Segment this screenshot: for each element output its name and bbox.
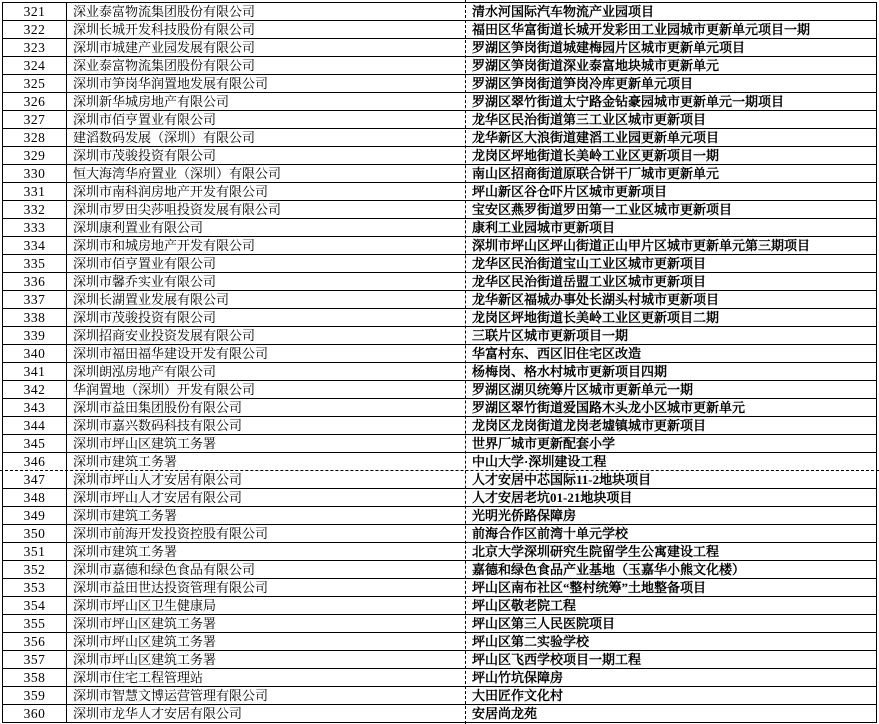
project-name-cell[interactable]: 嘉德和绿色食品产业基地（玉嘉华小熊文化楼）: [472, 562, 746, 577]
table-row: [3, 579, 876, 597]
row-number-cell[interactable]: 334: [3, 237, 67, 254]
table-rows: [3, 3, 876, 723]
project-name-cell[interactable]: 华富村东、西区旧住宅区改造: [472, 346, 642, 361]
row-number-cell[interactable]: 345: [3, 435, 67, 452]
row-number-cell[interactable]: 358: [3, 669, 67, 686]
company-name-cell[interactable]: 深业泰富物流集团股份有限公司: [73, 58, 256, 73]
company-name-cell[interactable]: 深圳市坪山区建筑工务署: [73, 634, 217, 649]
project-name-cell[interactable]: 龙华区民治街道宝山工业区城市更新项目: [472, 256, 707, 271]
table-row: [3, 201, 876, 219]
company-name-cell[interactable]: 深圳市笋岗华润置地发展有限公司: [73, 76, 269, 91]
row-number-cell[interactable]: 329: [3, 147, 67, 164]
table-row: [3, 705, 876, 723]
row-number-cell[interactable]: 359: [3, 687, 67, 704]
project-name-cell[interactable]: 龙岗区龙岗街道龙岗老墟镇城市更新项目: [472, 418, 707, 433]
company-name-cell[interactable]: 深圳市坪山区建筑工务署: [73, 436, 217, 451]
company-name-cell[interactable]: 深圳长湖置业发展有限公司: [73, 292, 230, 307]
company-name-cell[interactable]: 华润置地（深圳）开发有限公司: [73, 382, 256, 397]
table-row: [3, 75, 876, 93]
row-number-cell[interactable]: 328: [3, 129, 67, 146]
company-name-cell[interactable]: 深圳招商安业投资发展有限公司: [73, 328, 256, 343]
row-number-cell[interactable]: 338: [3, 309, 67, 326]
company-name-cell[interactable]: 深圳市福田福华建设开发有限公司: [73, 346, 269, 361]
project-name-cell[interactable]: 北京大学深圳研究生院留学生公寓建设工程: [472, 544, 720, 559]
company-name-cell[interactable]: 深圳市佰亨置业有限公司: [73, 112, 217, 127]
table-row: [3, 489, 876, 507]
row-number-cell[interactable]: 349: [3, 507, 67, 524]
table-row: [3, 183, 876, 201]
row-number-cell[interactable]: 348: [3, 489, 67, 506]
table-row: [3, 3, 876, 21]
company-name-cell[interactable]: 深圳市嘉德和绿色食品有限公司: [73, 562, 256, 577]
project-name-cell[interactable]: 坪山区敬老院工程: [472, 598, 577, 613]
table-row: [3, 417, 876, 435]
company-name-cell[interactable]: 深圳市益田世达投资管理有限公司: [73, 580, 269, 595]
company-name-cell[interactable]: 深圳市罗田尖莎咀投资发展有限公司: [73, 202, 282, 217]
row-number-cell[interactable]: 346: [3, 453, 67, 470]
project-name-cell[interactable]: 坪山区第三人民医院项目: [472, 616, 616, 631]
row-number-cell[interactable]: 330: [3, 165, 67, 182]
row-number-cell[interactable]: 331: [3, 183, 67, 200]
company-name-cell[interactable]: 深圳市智慧文博运营管理有限公司: [73, 688, 269, 703]
row-number-cell[interactable]: 327: [3, 111, 67, 128]
project-name-cell[interactable]: 人才安居中芯国际11-2地块项目: [472, 472, 652, 487]
table-row: [3, 543, 876, 561]
row-number-cell[interactable]: 356: [3, 633, 67, 650]
table-row: [3, 615, 876, 633]
row-number-cell[interactable]: 351: [3, 543, 67, 560]
project-name-cell[interactable]: 三联片区城市更新项目一期: [472, 328, 629, 343]
table-row: [3, 21, 876, 39]
table-row: [3, 633, 876, 651]
table-row: [3, 435, 876, 453]
row-number-cell[interactable]: 322: [3, 21, 67, 38]
project-name-cell[interactable]: 杨梅岗、格水村城市更新项目四期: [472, 364, 668, 379]
row-number-cell[interactable]: 325: [3, 75, 67, 92]
company-name-cell[interactable]: 深圳市前海开发投资控股有限公司: [73, 526, 269, 541]
company-name-cell[interactable]: 深圳市坪山人才安居有限公司: [73, 472, 243, 487]
project-name-cell[interactable]: 清水河国际汽车物流产业园项目: [472, 4, 655, 19]
project-name-cell[interactable]: 罗湖区笋岗街道笋岗冷库更新单元项目: [472, 76, 694, 91]
row-number-cell[interactable]: 355: [3, 615, 67, 632]
row-number-cell[interactable]: 337: [3, 291, 67, 308]
table-row: [3, 399, 876, 417]
project-name-cell[interactable]: 深圳市坪山区坪山街道正山甲片区城市更新单元第三期项目: [472, 238, 811, 253]
company-name-cell[interactable]: 深圳市建筑工务署: [73, 544, 178, 559]
table-row: [3, 93, 876, 111]
company-name-cell[interactable]: 深圳市龙华人才安居有限公司: [73, 706, 243, 721]
project-name-cell[interactable]: 福田区华富街道长城开发彩田工业园城市更新单元项目一期: [472, 22, 811, 37]
company-name-cell[interactable]: 深圳市和城房地产开发有限公司: [73, 238, 256, 253]
project-name-cell[interactable]: 前海合作区前湾十单元学校: [472, 526, 629, 541]
project-name-cell[interactable]: 康利工业园城市更新项目: [472, 220, 616, 235]
project-name-cell[interactable]: 光明光侨路保障房: [472, 508, 577, 523]
company-name-cell[interactable]: 深圳市茂骏投资有限公司: [73, 148, 217, 163]
company-name-cell[interactable]: 深圳市茂骏投资有限公司: [73, 310, 217, 325]
row-number-cell[interactable]: 326: [3, 93, 67, 110]
company-name-cell[interactable]: 深圳市坪山区卫生健康局: [73, 598, 217, 613]
table-row: [3, 39, 876, 57]
project-name-cell[interactable]: 龙华区民治街道岳盟工业区城市更新项目: [472, 274, 707, 289]
project-name-cell[interactable]: 大田匠作文化村: [472, 688, 564, 703]
project-name-cell[interactable]: 龙岗区坪地街道长美岭工业区更新项目一期: [472, 148, 720, 163]
table-row: [3, 453, 876, 471]
row-number-cell[interactable]: 347: [3, 471, 67, 488]
table-row: [3, 111, 876, 129]
company-name-cell[interactable]: 深圳新华城房地产有限公司: [73, 94, 230, 109]
company-name-cell[interactable]: 深圳市建筑工务署: [73, 508, 178, 523]
table-row: [3, 273, 876, 291]
project-name-cell[interactable]: 坪山区第二实验学校: [472, 634, 590, 649]
projects-table: [2, 2, 877, 723]
vertical-page-break-line: [465, 0, 466, 724]
table-row: [3, 651, 876, 669]
company-name-cell[interactable]: 深圳市坪山区建筑工务署: [73, 652, 217, 667]
project-name-cell[interactable]: 罗湖区湖贝统筹片区城市更新单元一期: [472, 382, 694, 397]
project-name-cell[interactable]: 龙华新区大浪街道建滔工业园更新单元项目: [472, 130, 720, 145]
table-row: [3, 147, 876, 165]
table-row: [3, 165, 876, 183]
project-name-cell[interactable]: 坪山区飞西学校项目一期工程: [472, 652, 642, 667]
table-row: [3, 525, 876, 543]
row-number-cell[interactable]: 343: [3, 399, 67, 416]
table-row: [3, 255, 876, 273]
project-name-cell[interactable]: 龙岗区坪地街道长美岭工业区更新项目二期: [472, 310, 720, 325]
company-name-cell[interactable]: 深圳市住宅工程管理站: [73, 670, 204, 685]
project-name-cell[interactable]: 罗湖区笋岗街道城建梅园片区城市更新单元项目: [472, 40, 746, 55]
row-number-cell[interactable]: 342: [3, 381, 67, 398]
row-number-cell[interactable]: 336: [3, 273, 67, 290]
company-name-cell[interactable]: 建滔数码发展（深圳）有限公司: [73, 130, 256, 145]
table-row: [3, 597, 876, 615]
row-number-cell[interactable]: 354: [3, 597, 67, 614]
company-name-cell[interactable]: 深圳市建筑工务署: [73, 454, 178, 469]
table-row: [3, 219, 876, 237]
row-number-cell[interactable]: 353: [3, 579, 67, 596]
table-row: [3, 669, 876, 687]
company-name-cell[interactable]: 深圳市南科润房地产开发有限公司: [73, 184, 269, 199]
project-name-cell[interactable]: 龙华新区福城办事处长湖头村城市更新项目: [472, 292, 720, 307]
table-row: [3, 237, 876, 255]
table-row: [3, 129, 876, 147]
company-name-cell[interactable]: 深圳市坪山人才安居有限公司: [73, 490, 243, 505]
row-number-cell[interactable]: 350: [3, 525, 67, 542]
table-row: [3, 57, 876, 75]
table-row: [3, 309, 876, 327]
row-number-cell[interactable]: 321: [3, 3, 67, 20]
table-row: [3, 507, 876, 525]
company-name-cell[interactable]: 深圳市嘉兴数码科技有限公司: [73, 418, 243, 433]
row-number-cell[interactable]: 332: [3, 201, 67, 218]
table-row: [3, 687, 876, 705]
company-name-cell[interactable]: 深圳市益田集团股份有限公司: [73, 400, 243, 415]
row-number-cell[interactable]: 333: [3, 219, 67, 236]
company-name-cell[interactable]: 深圳市城建产业园发展有限公司: [73, 40, 256, 55]
project-name-cell[interactable]: 宝安区燕罗街道罗田第一工业区城市更新项目: [472, 202, 733, 217]
project-name-cell[interactable]: 南山区招商街道原联合饼干厂城市更新单元: [472, 166, 720, 181]
company-name-cell[interactable]: 深圳市佰亨置业有限公司: [73, 256, 217, 271]
row-number-cell[interactable]: 324: [3, 57, 67, 74]
project-name-cell[interactable]: 罗湖区翠竹街道太宁路金钻豪园城市更新单元一期项目: [472, 94, 785, 109]
project-name-cell[interactable]: 坪山区南布社区“整村统筹”土地整备项目: [472, 580, 707, 595]
horizontal-page-break-line: [0, 470, 879, 471]
table-row: [3, 381, 876, 399]
table-row: [3, 345, 876, 363]
row-number-cell[interactable]: 344: [3, 417, 67, 434]
company-name-cell[interactable]: 深业泰富物流集团股份有限公司: [73, 4, 256, 19]
row-number-cell[interactable]: 323: [3, 39, 67, 56]
row-number-cell[interactable]: 357: [3, 651, 67, 668]
row-number-cell[interactable]: 341: [3, 363, 67, 380]
project-name-cell[interactable]: 罗湖区翠竹街道爱国路木头龙小区城市更新单元: [472, 400, 746, 415]
row-number-cell[interactable]: 352: [3, 561, 67, 578]
company-name-cell[interactable]: 恒大海湾华府置业（深圳）有限公司: [73, 166, 282, 181]
company-name-cell[interactable]: 深圳市馨乔实业有限公司: [73, 274, 217, 289]
row-number-cell[interactable]: 360: [3, 705, 67, 722]
row-number-cell[interactable]: 339: [3, 327, 67, 344]
project-name-cell[interactable]: 罗湖区笋岗街道深业泰富地块城市更新单元: [472, 58, 720, 73]
company-name-cell[interactable]: 深圳康利置业有限公司: [73, 220, 204, 235]
project-name-cell[interactable]: 安居尚龙苑: [472, 706, 538, 721]
row-number-cell[interactable]: 340: [3, 345, 67, 362]
table-row: [3, 471, 876, 489]
company-name-cell[interactable]: 深圳朗泓房地产有限公司: [73, 364, 217, 379]
project-name-cell[interactable]: 坪山竹坑保障房: [472, 670, 564, 685]
project-name-cell[interactable]: 中山大学·深圳建设工程: [472, 454, 607, 469]
row-number-cell[interactable]: 335: [3, 255, 67, 272]
company-name-cell[interactable]: 深圳市坪山区建筑工务署: [73, 616, 217, 631]
table-row: [3, 363, 876, 381]
table-row: [3, 291, 876, 309]
project-name-cell[interactable]: 世界厂城市更新配套小学: [472, 436, 616, 451]
table-row: [3, 561, 876, 579]
project-name-cell[interactable]: 人才安居老坑01-21地块项目: [472, 490, 633, 505]
project-name-cell[interactable]: 坪山新区谷仓吓片区城市更新项目: [472, 184, 668, 199]
table-row: [3, 327, 876, 345]
project-name-cell[interactable]: 龙华区民治街道第三工业区城市更新项目: [472, 112, 707, 127]
company-name-cell[interactable]: 深圳长城开发科技股份有限公司: [73, 22, 256, 37]
